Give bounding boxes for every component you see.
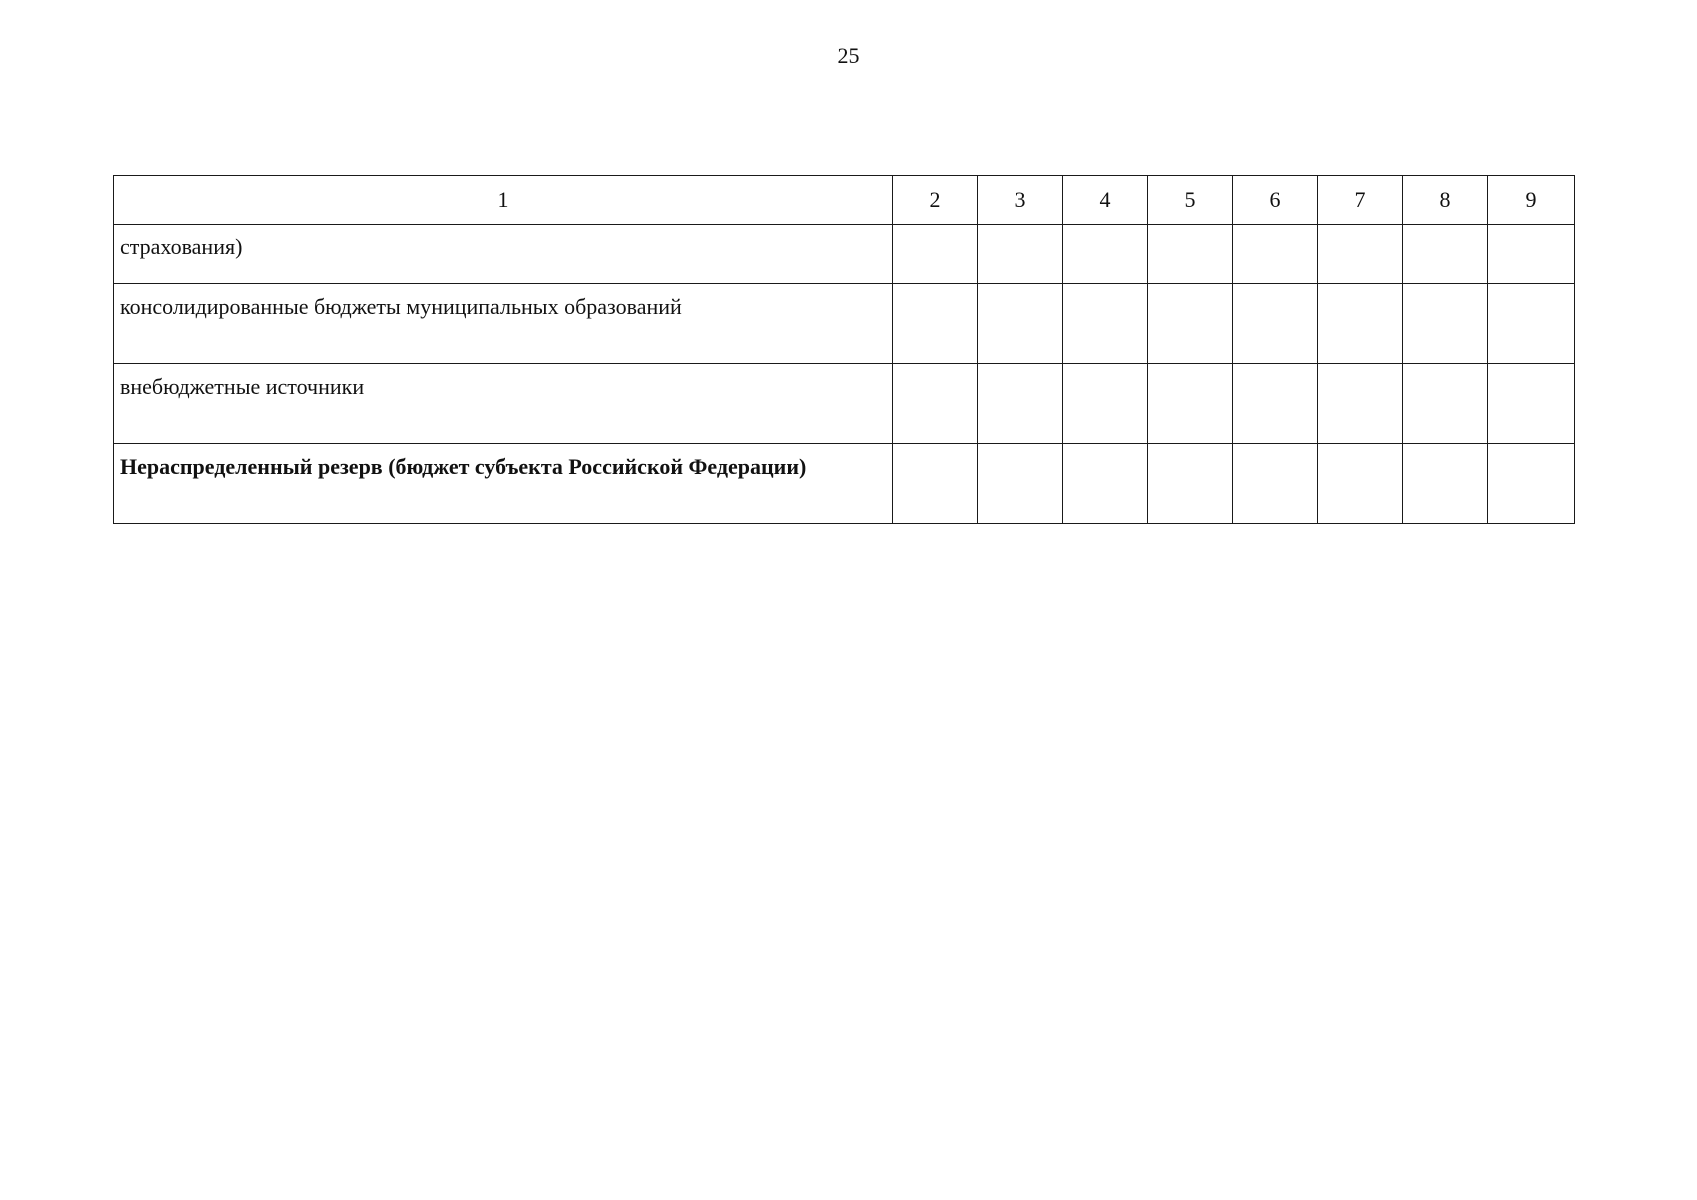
page-number: 25 — [837, 43, 860, 68]
table-cell — [893, 284, 978, 364]
table-cell — [893, 444, 978, 524]
column-header-7: 7 — [1318, 176, 1403, 225]
table-cell — [1488, 284, 1575, 364]
table-cell — [1148, 284, 1233, 364]
column-header-1: 1 — [114, 176, 893, 225]
table-cell — [1488, 444, 1575, 524]
column-header-4: 4 — [1063, 176, 1148, 225]
table-cell — [1318, 444, 1403, 524]
table-row — [114, 284, 1575, 364]
table-cell — [978, 444, 1063, 524]
table-cell — [978, 284, 1063, 364]
table-cell — [1403, 284, 1488, 364]
row-label: внебюджетные источники — [114, 364, 893, 444]
budget-table — [113, 175, 1575, 524]
table-cell — [1488, 364, 1575, 444]
table-cell — [1233, 444, 1318, 524]
table-header-row — [114, 176, 1575, 225]
table-cell — [1233, 225, 1318, 284]
table-cell — [1403, 364, 1488, 444]
table-row — [114, 364, 1575, 444]
table-cell — [1148, 444, 1233, 524]
column-header-9: 9 — [1488, 176, 1575, 225]
table-cell — [1488, 225, 1575, 284]
table-row — [114, 225, 1575, 284]
table-cell — [1403, 444, 1488, 524]
column-header-5: 5 — [1148, 176, 1233, 225]
table-row — [114, 444, 1575, 524]
row-label: страхования) — [114, 225, 893, 284]
table-cell — [978, 225, 1063, 284]
table-cell — [1318, 284, 1403, 364]
table-cell — [978, 364, 1063, 444]
table-cell — [893, 364, 978, 444]
table-cell — [1233, 284, 1318, 364]
table-cell — [1403, 225, 1488, 284]
column-header-6: 6 — [1233, 176, 1318, 225]
table-cell — [1063, 444, 1148, 524]
table-cell — [1318, 364, 1403, 444]
table-cell — [1233, 364, 1318, 444]
column-header-2: 2 — [893, 176, 978, 225]
table-cell — [1148, 364, 1233, 444]
column-header-8: 8 — [1403, 176, 1488, 225]
column-header-3: 3 — [978, 176, 1063, 225]
table-cell — [893, 225, 978, 284]
row-label: Нераспределенный резерв (бюджет субъекта Российской Федерации) — [114, 444, 893, 524]
table-cell — [1148, 225, 1233, 284]
table-cell — [1063, 364, 1148, 444]
table-cell — [1318, 225, 1403, 284]
row-label: консолидированные бюджеты муниципальных образований — [114, 284, 893, 364]
table-cell — [1063, 284, 1148, 364]
table-cell — [1063, 225, 1148, 284]
